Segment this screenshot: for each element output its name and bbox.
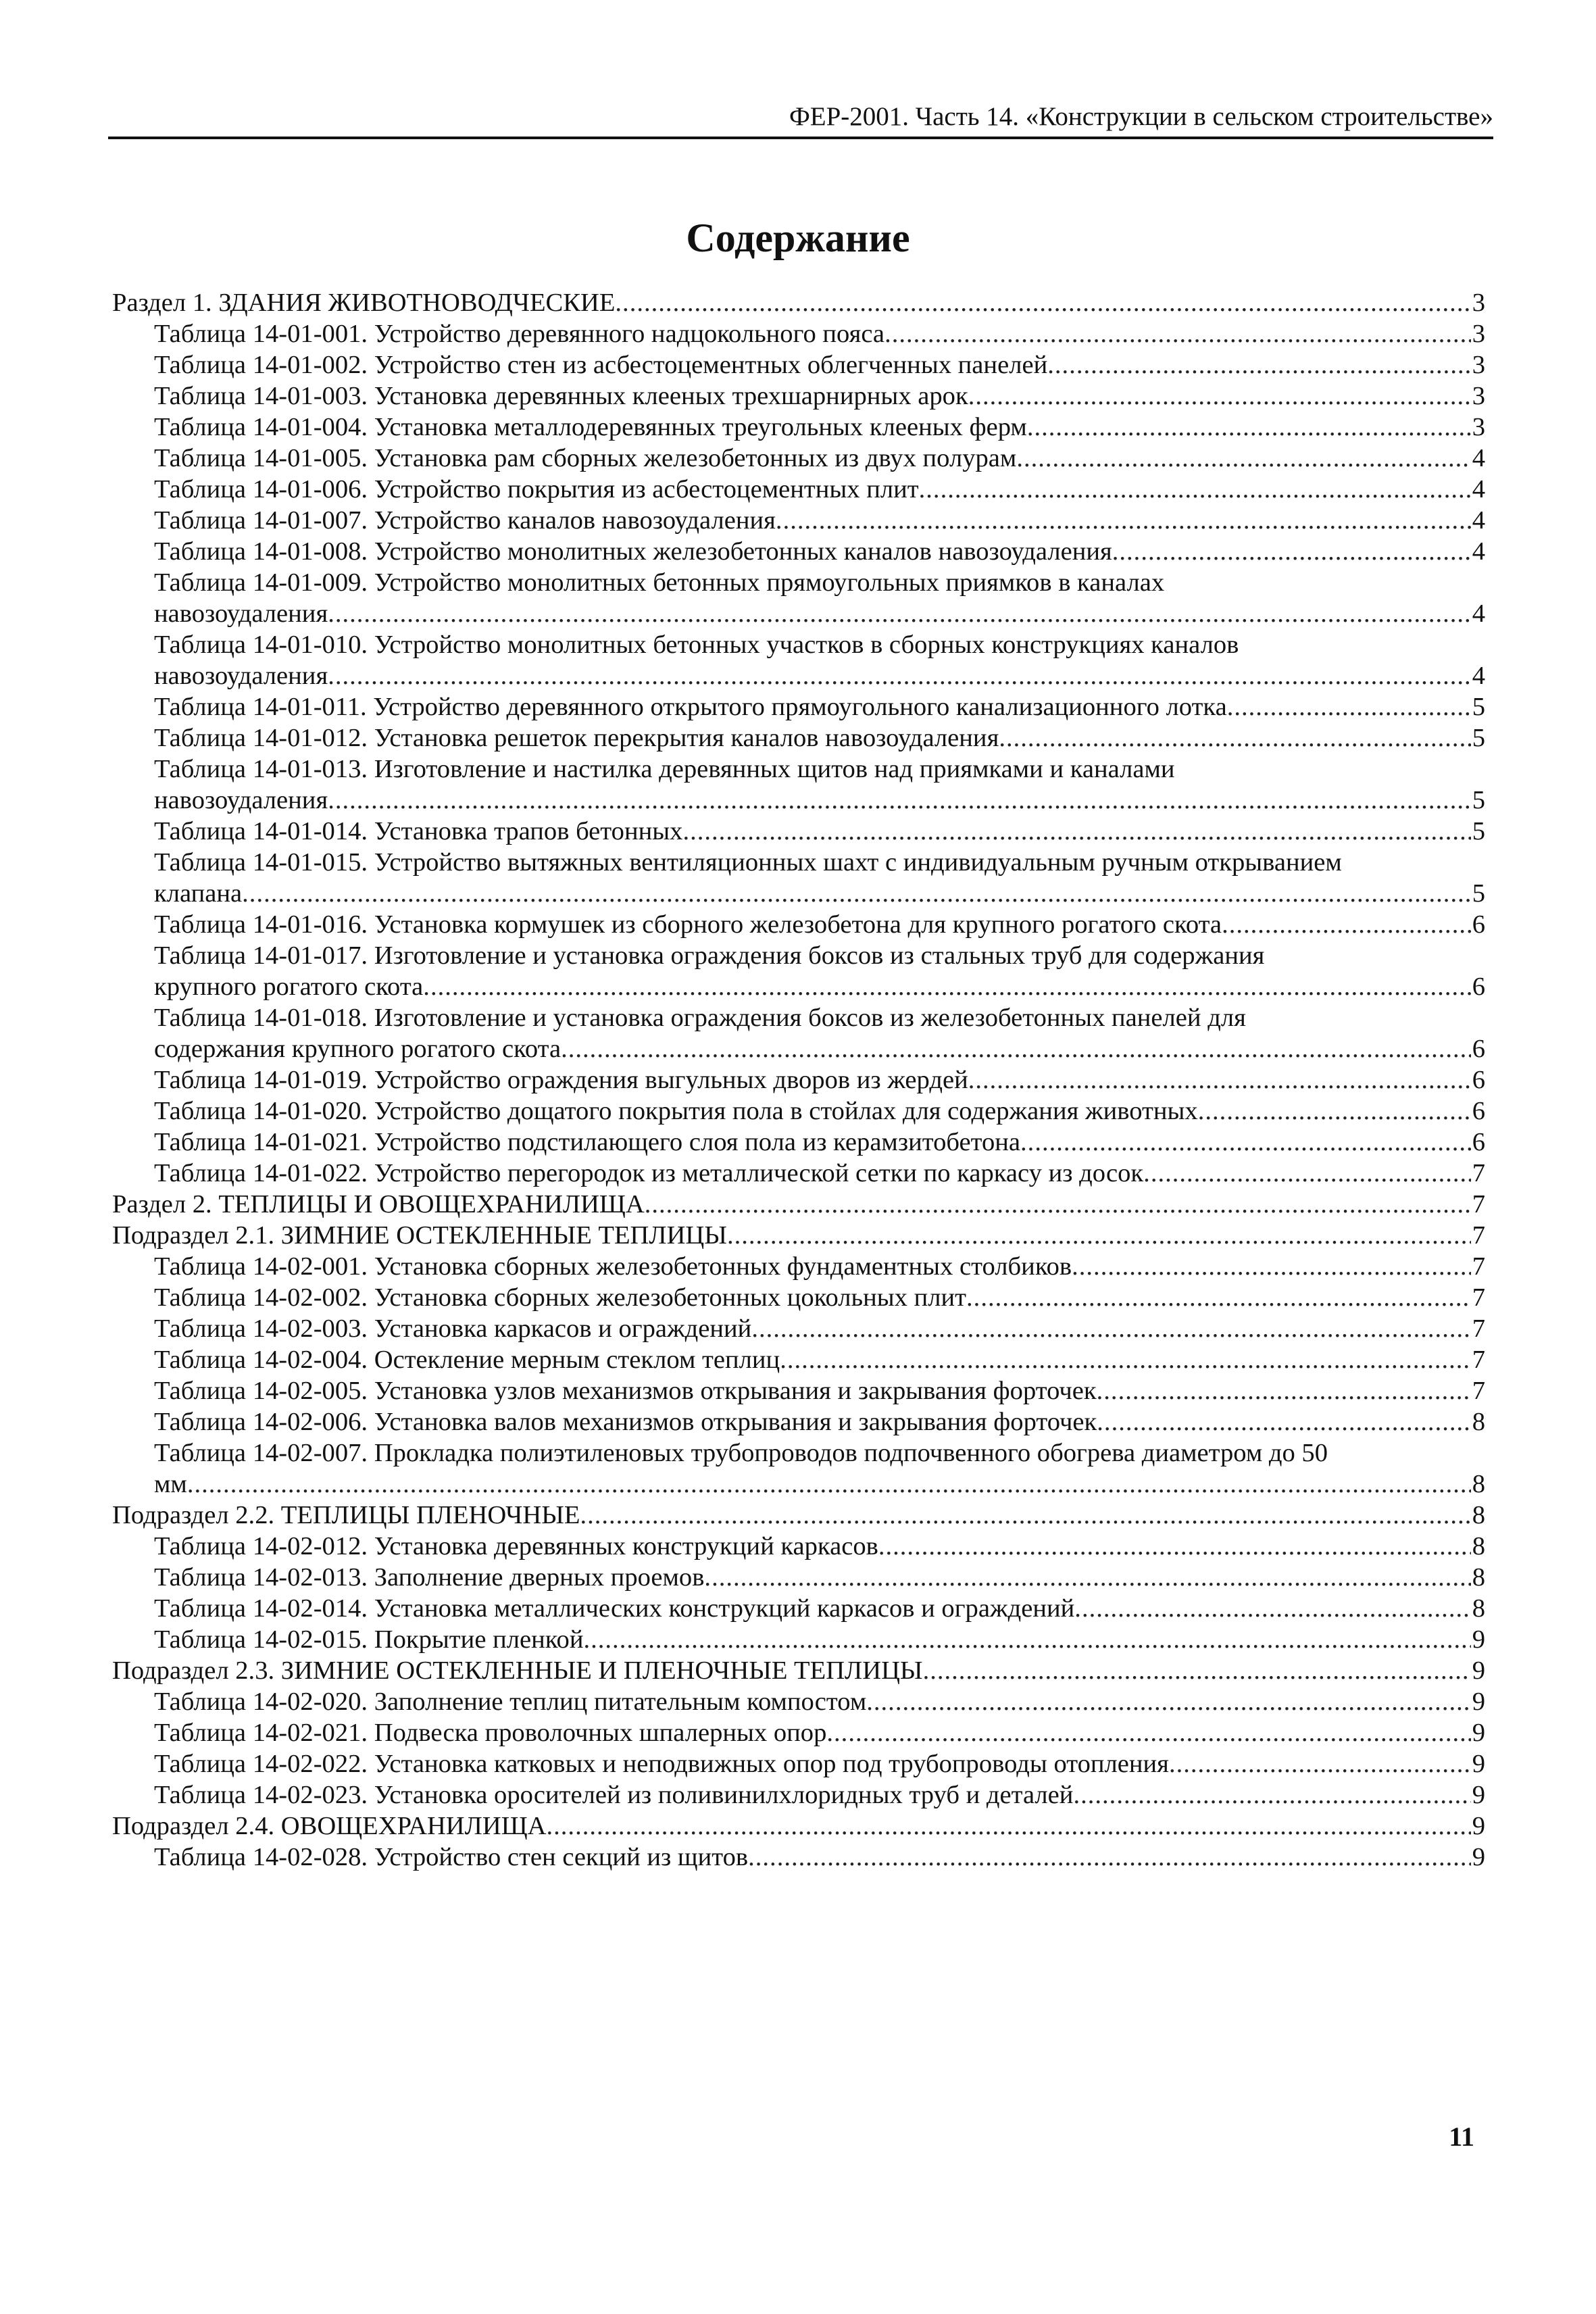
toc-entry-text: Таблица 14-01-011. Устройство деревянного открытого прямоугольного канализационного лотка xyxy=(154,693,1227,721)
dot-leader xyxy=(704,1562,1470,1593)
toc-page-number: 7 xyxy=(1472,1283,1485,1312)
dot-leader xyxy=(727,1220,1471,1251)
toc-entry-text: Таблица 14-02-013. Заполнение дверных проемов xyxy=(154,1563,705,1592)
toc-entry-text: Таблица 14-01-017. Изготовление и установка ограждения боксов из стальных труб для содержания xyxy=(154,941,1265,970)
toc-entry-line xyxy=(112,1593,1485,1624)
toc-entry-line xyxy=(112,1686,1485,1717)
toc-entry-line xyxy=(112,1313,1485,1344)
toc-entry-line xyxy=(112,443,1485,474)
toc-entry-line xyxy=(112,878,1485,909)
toc-entry-line xyxy=(112,567,1485,598)
toc-page-number: 3 xyxy=(1472,382,1485,410)
toc-page-number: 9 xyxy=(1472,1719,1485,1747)
toc-page-number: 9 xyxy=(1472,1843,1485,1871)
dot-leader xyxy=(968,380,1471,412)
toc-entry-line xyxy=(112,816,1485,847)
toc-page-number: 4 xyxy=(1472,599,1485,628)
toc-entry-text: Таблица 14-01-004. Установка металлодеревянных треугольных клееных ферм xyxy=(154,413,1027,441)
toc-entry-text: Таблица 14-02-007. Прокладка полиэтиленовых трубопроводов подпочвенного обогрева диаметром до 50 xyxy=(154,1439,1328,1467)
toc-entry-text: крупного рогатого скота xyxy=(154,973,424,1001)
toc-entry-text: Таблица 14-02-015. Покрытие пленкой xyxy=(154,1625,584,1654)
page-title: Содержание xyxy=(686,216,910,260)
toc-entry-line xyxy=(112,629,1485,660)
toc-page-number: 6 xyxy=(1472,1066,1485,1094)
toc-page-number: 7 xyxy=(1472,1346,1485,1374)
toc-entry-text: мм xyxy=(154,1470,187,1498)
dot-leader xyxy=(328,660,1471,691)
toc-page-number: 3 xyxy=(1472,351,1485,379)
toc-page-number: 3 xyxy=(1472,413,1485,441)
toc-section-line xyxy=(112,1220,1485,1251)
dot-leader xyxy=(866,1686,1470,1717)
toc-entry-text: Подраздел 2.4. ОВОЩЕХРАНИЛИЩА xyxy=(112,1812,547,1840)
toc-entry-text: Таблица 14-02-023. Установка оросителей из поливинилхлоридных труб и деталей xyxy=(154,1781,1074,1809)
dot-leader xyxy=(999,722,1470,754)
toc-page-number: 9 xyxy=(1472,1750,1485,1778)
toc-entry-text: Таблица 14-01-022. Устройство перегородок из металлической сетки по каркасу из досок xyxy=(154,1159,1144,1187)
toc-entry-line xyxy=(112,318,1485,349)
toc-entry-line xyxy=(112,1096,1485,1127)
toc-section-line xyxy=(112,1189,1485,1220)
dot-leader xyxy=(1072,1251,1471,1282)
toc-entry-text: Раздел 2. ТЕПЛИЦЫ И ОВОЩЕХРАНИЛИЩА xyxy=(112,1190,645,1218)
toc-entry-text: Таблица 14-01-013. Изготовление и настилка деревянных щитов над приямками и каналами xyxy=(154,755,1175,783)
toc-entry-line xyxy=(112,1127,1485,1158)
toc-entry-line xyxy=(112,1748,1485,1779)
dot-leader xyxy=(1112,536,1471,567)
dot-leader xyxy=(328,598,1471,629)
dot-leader xyxy=(1027,412,1471,443)
dot-leader xyxy=(645,1189,1471,1220)
dot-leader xyxy=(878,1531,1471,1562)
toc-entry-text: Таблица 14-02-028. Устройство стен секций из щитов xyxy=(154,1843,749,1871)
toc-entry-text: Таблица 14-01-018. Изготовление и установка ограждения боксов из железобетонных панелей для xyxy=(154,1004,1246,1032)
toc-entry-line xyxy=(112,1282,1485,1313)
toc-page-number: 4 xyxy=(1472,537,1485,566)
dot-leader xyxy=(546,1811,1470,1842)
toc-page-number: 5 xyxy=(1472,724,1485,752)
toc-entry-text: Таблица 14-01-003. Установка деревянных клееных трехшарнирных арок xyxy=(154,382,968,410)
toc-entry-line xyxy=(112,1779,1485,1811)
toc-entry-text: Подраздел 2.2. ТЕПЛИЦЫ ПЛЕНОЧНЫЕ xyxy=(112,1501,580,1529)
dot-leader xyxy=(968,1064,1471,1096)
toc-entry-line xyxy=(112,1469,1485,1500)
toc-entry-text: Таблица 14-01-006. Устройство покрытия из асбестоцементных плит xyxy=(154,475,919,503)
toc-page-number: 4 xyxy=(1472,662,1485,690)
dot-leader xyxy=(423,971,1470,1002)
toc-page-number: 6 xyxy=(1472,1097,1485,1125)
dot-leader xyxy=(242,878,1471,909)
toc-entry-text: клапана xyxy=(154,879,243,908)
toc-page-number: 7 xyxy=(1472,1252,1485,1281)
header-rule xyxy=(108,137,1493,139)
toc-page-number: 8 xyxy=(1472,1532,1485,1560)
toc-entry-text: Таблица 14-01-019. Устройство ограждения выгульных дворов из жердей xyxy=(154,1066,968,1094)
toc-entry-text: Таблица 14-02-005. Установка узлов механизмов открывания и закрывания форточек xyxy=(154,1377,1097,1405)
toc-page-number: 5 xyxy=(1472,786,1485,814)
toc-page-number: 8 xyxy=(1472,1594,1485,1623)
toc-entry-line xyxy=(112,536,1485,567)
toc-page-number: 9 xyxy=(1472,1812,1485,1840)
toc-entry-line xyxy=(112,1375,1485,1406)
toc-entry-line xyxy=(112,380,1485,412)
toc-entry-line xyxy=(112,940,1485,971)
toc-entry-line xyxy=(112,691,1485,722)
toc-section-line xyxy=(112,287,1485,318)
toc-entry-text: Таблица 14-02-004. Остекление мерным стеклом теплиц xyxy=(154,1346,780,1374)
dot-leader xyxy=(1222,909,1471,940)
header-title: ФЕР-2001. Часть 14. «Конструкции в сельском строительстве» xyxy=(789,102,1493,131)
toc-page-number: 7 xyxy=(1472,1190,1485,1218)
toc-entry-text: Таблица 14-02-001. Установка сборных железобетонных фундаментных столбиков xyxy=(154,1252,1072,1281)
toc-entry-text: Таблица 14-02-012. Установка деревянных конструкций каркасов xyxy=(154,1532,878,1560)
toc-entry-text: Таблица 14-02-014. Установка металлических конструкций каркасов и ограждений xyxy=(154,1594,1075,1623)
toc-entry-line xyxy=(112,754,1485,785)
toc-entry-text: Таблица 14-01-020. Устройство дощатого покрытия пола в стойлах для содержания животных xyxy=(154,1097,1198,1125)
toc-page-number: 8 xyxy=(1472,1563,1485,1592)
toc-entry-text: навозоудаления xyxy=(154,599,328,628)
toc-entry-line xyxy=(112,1842,1485,1873)
toc-page-number: 9 xyxy=(1472,1688,1485,1716)
toc-entry-text: Таблица 14-01-009. Устройство монолитных бетонных прямоугольных приямков в каналах xyxy=(154,568,1165,597)
toc-entry-line xyxy=(112,1437,1485,1469)
dot-leader xyxy=(826,1717,1470,1748)
toc-page-number: 4 xyxy=(1472,444,1485,472)
table-of-contents xyxy=(112,287,1485,1873)
toc-entry-line xyxy=(112,474,1485,505)
toc-entry-line xyxy=(112,1562,1485,1593)
dot-leader xyxy=(919,474,1471,505)
dot-leader xyxy=(1020,1127,1471,1158)
dot-leader xyxy=(187,1469,1471,1500)
toc-entry-text: Подраздел 2.3. ЗИМНИЕ ОСТЕКЛЕННЫЕ И ПЛЕНОЧНЫЕ ТЕПЛИЦЫ xyxy=(112,1656,923,1685)
dot-leader xyxy=(561,1033,1471,1064)
toc-entry-line xyxy=(112,909,1485,940)
toc-entry-line xyxy=(112,1158,1485,1189)
toc-entry-text: навозоудаления xyxy=(154,786,328,814)
toc-section-line xyxy=(112,1655,1485,1686)
toc-entry-text: Таблица 14-01-010. Устройство монолитных бетонных участков в сборных конструкциях каналов xyxy=(154,631,1239,659)
page-number: 11 xyxy=(1449,2121,1474,2152)
toc-entry-line xyxy=(112,785,1485,816)
toc-page-number: 9 xyxy=(1472,1781,1485,1809)
toc-page-number: 7 xyxy=(1472,1159,1485,1187)
dot-leader xyxy=(1143,1158,1471,1189)
dot-leader xyxy=(1227,691,1471,722)
toc-page-number: 8 xyxy=(1472,1470,1485,1498)
toc-entry-line xyxy=(112,349,1485,380)
dot-leader xyxy=(751,1313,1470,1344)
toc-page-number: 6 xyxy=(1472,910,1485,939)
toc-entry-line xyxy=(112,660,1485,691)
toc-page-number: 3 xyxy=(1472,289,1485,317)
dot-leader xyxy=(682,816,1470,847)
toc-entry-text: Таблица 14-02-020. Заполнение теплиц питательным компостом xyxy=(154,1688,867,1716)
toc-section-line xyxy=(112,1811,1485,1842)
toc-entry-text: Таблица 14-01-007. Устройство каналов навозоудаления xyxy=(154,506,776,535)
toc-entry-text: Таблица 14-01-021. Устройство подстилающего слоя пола из керамзитобетона xyxy=(154,1128,1021,1156)
toc-page-number: 9 xyxy=(1472,1656,1485,1685)
toc-page-number: 9 xyxy=(1472,1625,1485,1654)
dot-leader xyxy=(583,1624,1470,1655)
dot-leader xyxy=(1073,1779,1470,1811)
toc-entry-text: Таблица 14-02-021. Подвеска проволочных шпалерных опор xyxy=(154,1719,827,1747)
toc-section-line xyxy=(112,1500,1485,1531)
dot-leader xyxy=(615,287,1470,318)
dot-leader xyxy=(1097,1375,1471,1406)
toc-entry-line xyxy=(112,1033,1485,1064)
toc-page-number: 7 xyxy=(1472,1314,1485,1343)
toc-entry-line xyxy=(112,1251,1485,1282)
toc-entry-text: содержания крупного рогатого скота xyxy=(154,1035,562,1063)
toc-page-number: 6 xyxy=(1472,973,1485,1001)
toc-entry-text: Таблица 14-01-012. Установка решеток перекрытия каналов навозоудаления xyxy=(154,724,999,752)
toc-entry-line xyxy=(112,598,1485,629)
dot-leader xyxy=(748,1842,1471,1873)
dot-leader xyxy=(776,505,1471,536)
toc-entry-text: Таблица 14-01-008. Устройство монолитных железобетонных каналов навозоудаления xyxy=(154,537,1112,566)
toc-entry-text: Подраздел 2.1. ЗИМНИЕ ОСТЕКЛЕННЫЕ ТЕПЛИЦЫ xyxy=(112,1221,727,1250)
toc-page-number: 4 xyxy=(1472,475,1485,503)
toc-entry-text: Таблица 14-01-002. Устройство стен из асбестоцементных облегченных панелей xyxy=(154,351,1048,379)
dot-leader xyxy=(1169,1748,1471,1779)
toc-entry-text: Таблица 14-01-015. Устройство вытяжных вентиляционных шахт с индивидуальным ручным открыванием xyxy=(154,848,1342,877)
toc-entry-line xyxy=(112,722,1485,754)
toc-entry-line xyxy=(112,1717,1485,1748)
toc-page-number: 5 xyxy=(1472,817,1485,845)
toc-entry-line xyxy=(112,1624,1485,1655)
dot-leader xyxy=(328,785,1471,816)
toc-entry-text: Таблица 14-01-016. Установка кормушек из сборного железобетона для крупного рогатого скота xyxy=(154,910,1222,939)
dot-leader xyxy=(884,318,1471,349)
toc-entry-text: Таблица 14-01-014. Установка трапов бетонных xyxy=(154,817,683,845)
toc-entry-line xyxy=(112,1406,1485,1437)
toc-entry-line xyxy=(112,1531,1485,1562)
toc-page-number: 5 xyxy=(1472,693,1485,721)
toc-entry-line xyxy=(112,971,1485,1002)
toc-page-number: 5 xyxy=(1472,879,1485,908)
toc-entry-text: Таблица 14-01-001. Устройство деревянного надцокольного пояса xyxy=(154,320,885,348)
running-header xyxy=(108,95,1493,135)
toc-page-number: 8 xyxy=(1472,1501,1485,1529)
toc-page-number: 4 xyxy=(1472,506,1485,535)
toc-entry-line xyxy=(112,412,1485,443)
toc-entry-line xyxy=(112,847,1485,878)
dot-leader xyxy=(1016,443,1470,474)
toc-entry-line xyxy=(112,1064,1485,1096)
dot-leader xyxy=(1198,1096,1471,1127)
dot-leader xyxy=(923,1655,1471,1686)
dot-leader xyxy=(580,1500,1470,1531)
toc-entry-text: Раздел 1. ЗДАНИЯ ЖИВОТНОВОДЧЕСКИЕ xyxy=(112,289,616,317)
toc-entry-text: Таблица 14-02-022. Установка катковых и неподвижных опор под трубопроводы отопления xyxy=(154,1750,1169,1778)
toc-page-number: 7 xyxy=(1472,1377,1485,1405)
dot-leader xyxy=(1047,349,1470,380)
toc-entry-line xyxy=(112,505,1485,536)
toc-entry-text: Таблица 14-02-002. Установка сборных железобетонных цокольных плит xyxy=(154,1283,967,1312)
toc-page-number: 8 xyxy=(1472,1408,1485,1436)
toc-page-number: 3 xyxy=(1472,320,1485,348)
toc-page-number: 6 xyxy=(1472,1035,1485,1063)
dot-leader xyxy=(1074,1593,1470,1624)
toc-entry-text: навозоудаления xyxy=(154,662,328,690)
toc-entry-line xyxy=(112,1002,1485,1033)
toc-page-number: 6 xyxy=(1472,1128,1485,1156)
toc-entry-text: Таблица 14-02-006. Установка валов механизмов открывания и закрывания форточек xyxy=(154,1408,1097,1436)
toc-page-number: 7 xyxy=(1472,1221,1485,1250)
toc-entry-line xyxy=(112,1344,1485,1375)
dot-leader xyxy=(966,1282,1471,1313)
dot-leader xyxy=(1097,1406,1470,1437)
dot-leader xyxy=(780,1344,1471,1375)
toc-entry-text: Таблица 14-02-003. Установка каркасов и ограждений xyxy=(154,1314,752,1343)
toc-entry-text: Таблица 14-01-005. Установка рам сборных железобетонных из двух полурам xyxy=(154,444,1017,472)
